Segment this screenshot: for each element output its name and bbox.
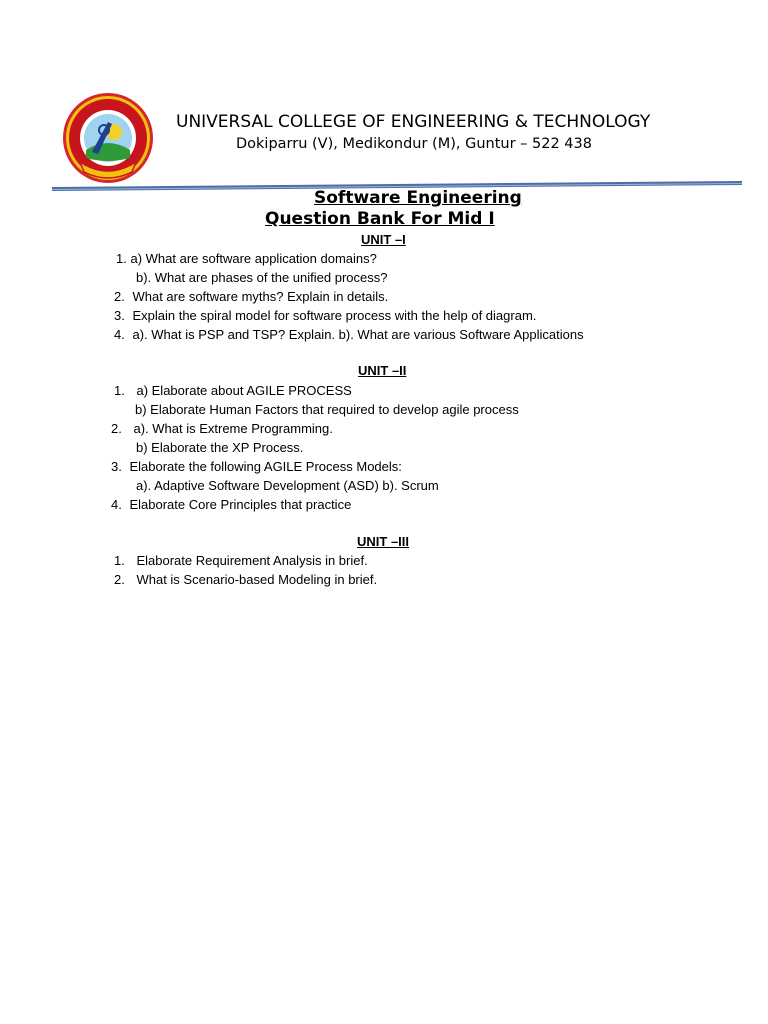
question-item: [111, 421, 333, 437]
document-subtitle: Question Bank For Mid I: [265, 209, 495, 229]
document-title: Software Engineering: [314, 188, 522, 208]
question-item: [136, 440, 303, 456]
question-item: [114, 553, 368, 569]
question-number: 2.: [111, 421, 122, 436]
college-address: Dokiparru (V), Medikondur (M), Guntur – 522 438: [236, 136, 592, 152]
question-text: a) Elaborate about AGILE PROCESS: [136, 383, 352, 398]
unit-heading: UNIT –I: [361, 232, 406, 247]
question-number: 2.: [114, 289, 125, 304]
question-text: b) Elaborate Human Factors that required to develop agile process: [135, 402, 519, 417]
question-number: 1.: [114, 553, 125, 568]
question-item: [111, 459, 402, 475]
question-number: 4.: [111, 497, 122, 512]
question-item: [114, 572, 377, 588]
question-item: [135, 402, 519, 418]
question-text: What are software myths? Explain in details.: [132, 289, 389, 304]
question-text: a) What are software application domains?: [130, 251, 377, 266]
question-text: b) Elaborate the XP Process.: [136, 440, 304, 455]
question-text: Elaborate Core Principles that practice: [129, 497, 352, 512]
question-item: [114, 383, 352, 399]
question-item: [111, 497, 351, 513]
college-emblem-icon: [62, 92, 154, 184]
question-text: Explain the spiral model for software process with the help of diagram.: [132, 308, 537, 323]
college-logo: [62, 92, 154, 184]
question-item: [114, 289, 388, 305]
question-text: Elaborate Requirement Analysis in brief.: [136, 553, 368, 568]
question-item: [114, 308, 536, 324]
question-number: 3.: [111, 459, 122, 474]
question-text: What is Scenario-based Modeling in brief.: [136, 572, 378, 587]
question-number: 3.: [114, 308, 125, 323]
question-item: [136, 270, 387, 286]
unit-heading: UNIT –II: [358, 363, 407, 378]
college-name: UNIVERSAL COLLEGE OF ENGINEERING & TECHNOLOGY: [176, 112, 651, 132]
question-number: 4.: [114, 327, 125, 342]
question-item: [114, 327, 584, 343]
question-number: 2.: [114, 572, 125, 587]
question-text: a). Adaptive Software Development (ASD) b). Scrum: [136, 478, 439, 493]
question-item: [136, 478, 439, 494]
unit-heading: UNIT –III: [357, 534, 410, 549]
question-number: 1.: [116, 251, 127, 266]
question-text: a). What is PSP and TSP? Explain. b). What are various Software Applications: [132, 327, 584, 342]
question-text: a). What is Extreme Programming.: [133, 421, 333, 436]
question-text: Elaborate the following AGILE Process Models:: [129, 459, 402, 474]
question-item: [116, 251, 377, 267]
question-text: b). What are phases of the unified process?: [136, 270, 388, 285]
question-number: 1.: [114, 383, 125, 398]
